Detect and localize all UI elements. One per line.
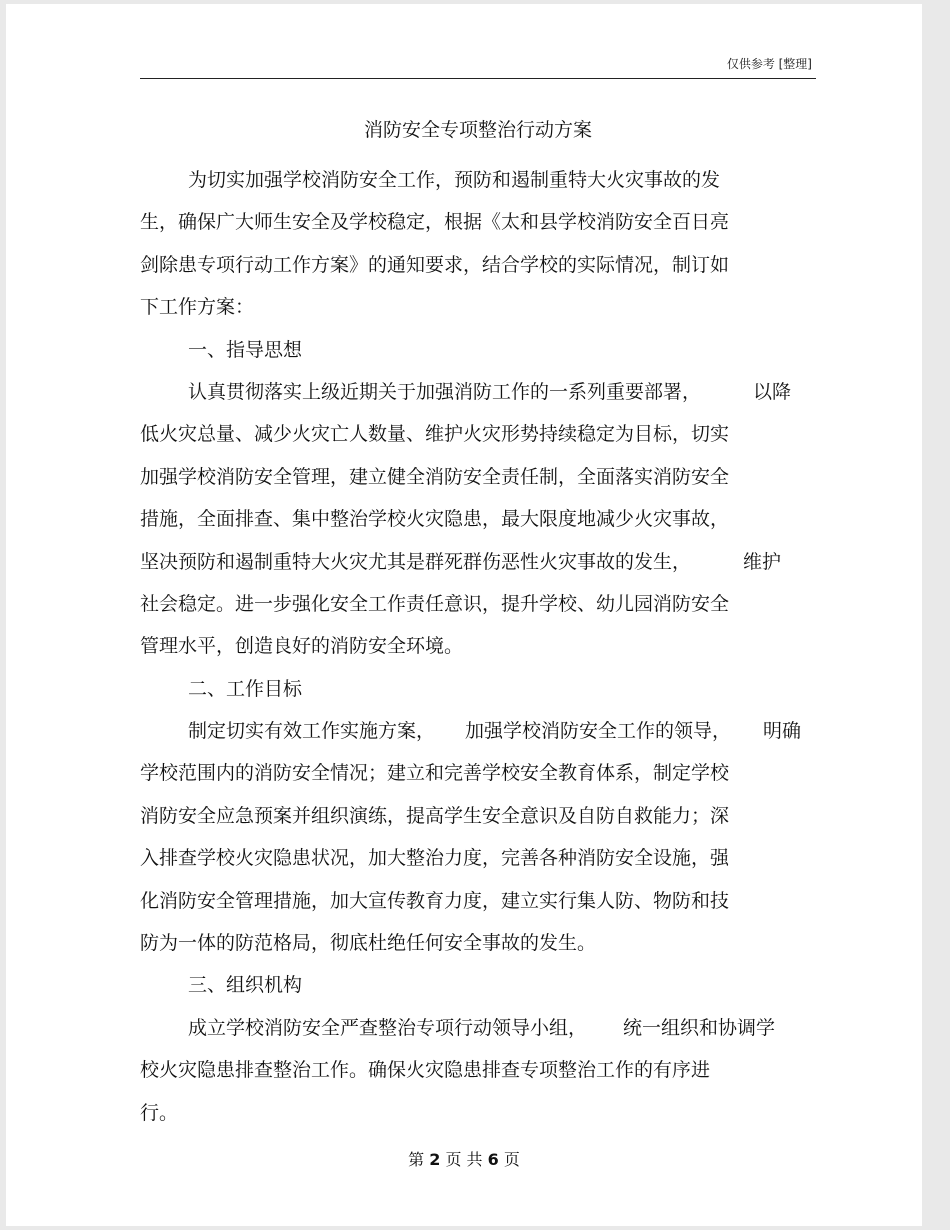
footer-suffix: 页 — [503, 1150, 520, 1169]
text-segment: 加强学校消防安全工作的领导， — [465, 720, 732, 743]
paragraph-line: 校火灾隐患排查整治工作。确保火灾隐患排查专项整治工作的有序进 — [140, 1059, 711, 1082]
paragraph-line — [140, 710, 816, 752]
text-segment: 认真贯彻落实上级近期关于加强消防工作的一系列重要部署， — [188, 380, 702, 403]
paragraph-line — [140, 541, 816, 583]
current-page-number: 2 — [429, 1150, 441, 1169]
paragraph-line: 学校范围内的消防安全情况；建立和完善学校安全教育体系，制定学校 — [140, 762, 730, 785]
paragraph-line: 为切实加强学校消防安全工作，预防和遏制重特大火灾事故的发 — [188, 169, 721, 191]
paragraph-line: 低火灾总量、减少火灾亡人数量、维护火灾形势持续稳定为目标，切实 — [140, 423, 730, 446]
paragraph-line: 消防安全应急预案并组织演练，提高学生安全意识及自防自救能力；深 — [140, 804, 730, 827]
document-title: 消防安全专项整治行动方案 — [363, 119, 592, 141]
page-footer — [6, 1150, 922, 1170]
section-heading-2: 二、工作目标 — [188, 677, 303, 700]
text-segment: 制定切实有效工作实施方案， — [188, 720, 436, 743]
text-segment: 明确 — [763, 720, 802, 743]
header-divider — [140, 78, 816, 79]
section-heading-3: 三、组织机构 — [188, 974, 303, 997]
text-segment: 统一组织和协调学 — [623, 1016, 776, 1039]
document-page — [6, 4, 922, 1226]
paragraph-line: 入排查学校火灾隐患状况，加大整治力度，完善各种消防安全设施，强 — [140, 847, 730, 870]
total-page-number: 6 — [487, 1150, 499, 1169]
section-heading-1: 一、指导思想 — [188, 338, 303, 361]
footer-mid: 页 共 — [445, 1150, 483, 1169]
paragraph-line — [140, 1007, 816, 1049]
paragraph-line: 措施，全面排查、集中整治学校火灾隐患，最大限度地减少火灾事故， — [140, 508, 730, 531]
paragraph-line — [140, 371, 816, 413]
paragraph-line: 加强学校消防安全管理，建立健全消防安全责任制，全面落实消防安全 — [140, 465, 730, 488]
text-segment: 维护 — [743, 550, 782, 573]
paragraph-line: 社会稳定。进一步强化安全工作责任意识，提升学校、幼儿园消防安全 — [140, 592, 730, 615]
paragraph-line: 化消防安全管理措施，加大宣传教育力度，建立实行集人防、物防和技 — [140, 889, 730, 912]
text-segment: 以降 — [753, 380, 792, 403]
paragraph-line: 下工作方案： — [140, 296, 255, 319]
paragraph-line: 剑除患专项行动工作方案》的通知要求，结合学校的实际情况，制订如 — [140, 253, 730, 276]
paragraph-line: 管理水平，创造良好的消防安全环境。 — [140, 635, 464, 658]
text-segment: 坚决预防和遏制重特大火灾尤其是群死群伤恶性火灾事故的发生， — [140, 550, 692, 573]
paragraph-line: 防为一体的防范格局，彻底杜绝任何安全事故的发生。 — [140, 932, 597, 955]
text-segment: 成立学校消防安全严查整治专项行动领导小组， — [188, 1016, 588, 1039]
document-body — [140, 159, 816, 1134]
paragraph-line: 生，确保广大师生安全及学校稳定，根据《太和县学校消防安全百日亮 — [140, 211, 730, 234]
header-note: 仅供参考 [整理] — [726, 57, 812, 71]
paragraph-line: 行。 — [140, 1101, 179, 1124]
footer-prefix: 第 — [408, 1150, 425, 1169]
